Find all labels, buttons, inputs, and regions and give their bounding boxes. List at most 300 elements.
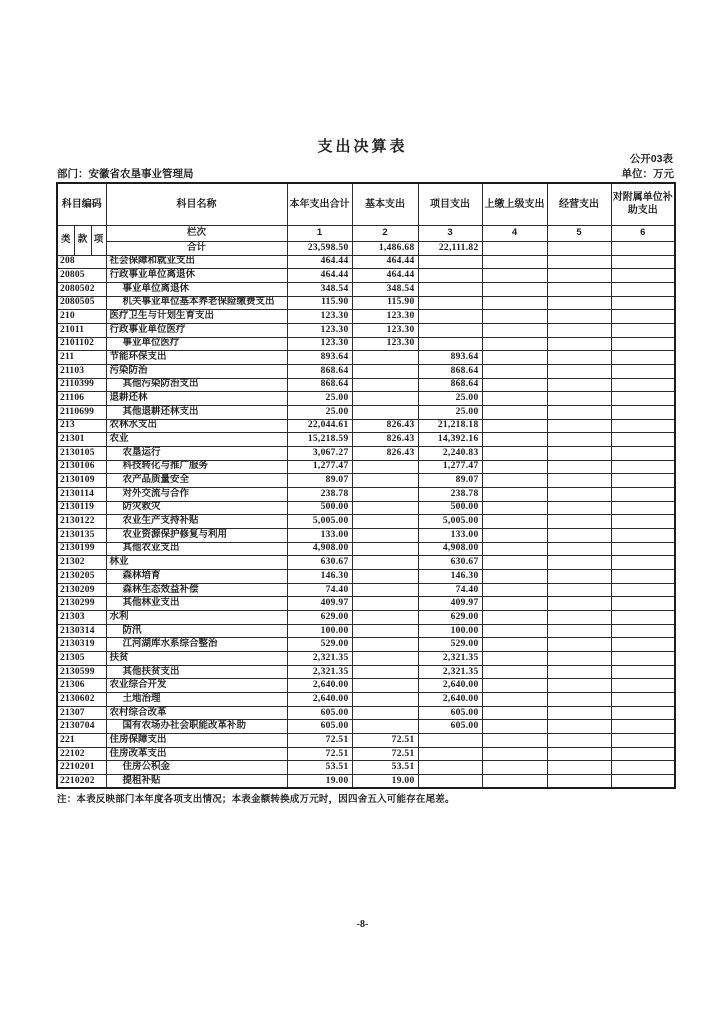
value-cell: 4,908.00	[418, 542, 482, 556]
value-cell	[352, 542, 418, 556]
value-cell	[611, 597, 675, 611]
subject-code-cell: 2130205	[57, 569, 106, 583]
value-cell	[482, 706, 547, 720]
value-cell	[482, 542, 547, 556]
total-value-5	[547, 241, 611, 255]
table-row	[57, 487, 675, 501]
value-cell: 15,218.59	[287, 433, 352, 447]
value-cell	[352, 474, 418, 488]
table-row	[57, 337, 675, 351]
value-cell: 72.51	[352, 747, 418, 761]
header-col-basic: 基本支出	[352, 183, 418, 225]
value-cell	[547, 474, 611, 488]
value-cell	[547, 310, 611, 324]
value-cell: 348.54	[287, 282, 352, 296]
table-row	[57, 761, 675, 775]
value-cell	[482, 323, 547, 337]
total-value-2: 1,486.68	[352, 241, 418, 255]
subject-name-cell: 节能环保支出	[106, 351, 287, 365]
table-row	[57, 651, 675, 665]
value-cell	[418, 323, 482, 337]
value-cell: 2,640.00	[418, 679, 482, 693]
value-cell	[352, 706, 418, 720]
subject-name-cell: 农垦运行	[106, 446, 287, 460]
value-cell	[352, 460, 418, 474]
value-cell	[482, 775, 547, 789]
table-row	[57, 775, 675, 789]
value-cell	[547, 296, 611, 310]
value-cell: 5,005.00	[418, 515, 482, 529]
value-cell	[482, 474, 547, 488]
subject-name-cell: 土地治理	[106, 693, 287, 707]
value-cell: 74.40	[287, 583, 352, 597]
table-row	[57, 583, 675, 597]
subject-code-cell: 2080502	[57, 282, 106, 296]
value-cell: 893.64	[418, 351, 482, 365]
value-cell: 826.43	[352, 433, 418, 447]
department-label: 部门：安徽省农垦事业管理局	[57, 168, 194, 180]
value-cell: 123.30	[352, 310, 418, 324]
value-cell	[611, 296, 675, 310]
total-value-1: 23,598.50	[287, 241, 352, 255]
value-cell: 464.44	[287, 269, 352, 283]
value-cell	[418, 296, 482, 310]
page-title: 支出决算表	[317, 138, 408, 155]
value-cell: 605.00	[418, 720, 482, 734]
value-cell	[418, 734, 482, 748]
value-cell	[611, 610, 675, 624]
table-row	[57, 569, 675, 583]
value-cell	[482, 446, 547, 460]
value-cell	[547, 706, 611, 720]
table-row	[57, 597, 675, 611]
subject-name-cell: 林业	[106, 556, 287, 570]
value-cell: 123.30	[287, 310, 352, 324]
subject-name-cell: 国有农场办社会职能改革补助	[106, 720, 287, 734]
value-cell	[547, 337, 611, 351]
value-cell	[352, 583, 418, 597]
value-cell	[611, 775, 675, 789]
table-row	[57, 446, 675, 460]
subject-code-cell: 2101102	[57, 337, 106, 351]
subject-code-cell: 213	[57, 419, 106, 433]
value-cell: 529.00	[418, 638, 482, 652]
value-cell: 2,640.00	[287, 679, 352, 693]
lanci-num-3: 3	[418, 225, 482, 241]
value-cell	[547, 515, 611, 529]
footnote: 注：本表反映部门本年度各项支出情况；本表金额转换成万元时，因四舍五入可能存在尾差。	[57, 794, 455, 805]
subject-code-cell: 21106	[57, 392, 106, 406]
value-cell	[547, 734, 611, 748]
table-row	[57, 323, 675, 337]
value-cell: 14,392.16	[418, 433, 482, 447]
table-row	[57, 706, 675, 720]
value-cell	[482, 255, 547, 269]
subject-code-cell: 2130209	[57, 583, 106, 597]
subject-code-cell: 2210201	[57, 761, 106, 775]
table-row	[57, 255, 675, 269]
value-cell: 893.64	[287, 351, 352, 365]
value-cell	[611, 693, 675, 707]
value-cell	[482, 569, 547, 583]
table-row	[57, 747, 675, 761]
value-cell	[482, 761, 547, 775]
page-number: -8-	[356, 919, 369, 930]
subject-code-cell: 211	[57, 351, 106, 365]
subject-code-cell: 2130299	[57, 597, 106, 611]
lanci-num-1: 1	[287, 225, 352, 241]
value-cell: 868.64	[287, 364, 352, 378]
value-cell: 21,218.18	[418, 419, 482, 433]
value-cell	[547, 638, 611, 652]
value-cell	[352, 624, 418, 638]
table-row	[57, 501, 675, 515]
value-cell	[547, 433, 611, 447]
subject-code-cell: 21302	[57, 556, 106, 570]
value-cell	[611, 734, 675, 748]
value-cell	[547, 583, 611, 597]
value-cell	[547, 364, 611, 378]
value-cell: 826.43	[352, 419, 418, 433]
value-cell	[352, 665, 418, 679]
value-cell	[611, 706, 675, 720]
value-cell	[482, 610, 547, 624]
value-cell	[611, 364, 675, 378]
table-row	[57, 364, 675, 378]
value-cell	[611, 337, 675, 351]
lanci-num-2: 2	[352, 225, 418, 241]
value-cell	[482, 433, 547, 447]
table-row	[57, 556, 675, 570]
value-cell	[418, 337, 482, 351]
unit-label: 单位：万元	[621, 168, 674, 180]
value-cell	[611, 720, 675, 734]
value-cell	[352, 556, 418, 570]
subject-name-cell: 森林生态效益补偿	[106, 583, 287, 597]
value-cell	[611, 556, 675, 570]
subject-code-cell: 221	[57, 734, 106, 748]
subject-code-cell: 2130704	[57, 720, 106, 734]
value-cell	[547, 419, 611, 433]
value-cell	[482, 624, 547, 638]
value-cell: 464.44	[352, 269, 418, 283]
value-cell	[547, 665, 611, 679]
lanci-label: 栏次	[106, 225, 287, 241]
subject-code-cell: 2130602	[57, 693, 106, 707]
value-cell: 25.00	[287, 392, 352, 406]
subject-code-cell: 21305	[57, 651, 106, 665]
subject-code-cell: 2130314	[57, 624, 106, 638]
total-value-4	[482, 241, 547, 255]
subject-code-cell: 21307	[57, 706, 106, 720]
value-cell	[611, 542, 675, 556]
table-row	[57, 433, 675, 447]
subject-name-cell: 农业资源保护修复与利用	[106, 528, 287, 542]
value-cell	[611, 569, 675, 583]
value-cell	[352, 378, 418, 392]
value-cell: 123.30	[287, 337, 352, 351]
table-row	[57, 474, 675, 488]
subject-name-cell: 农业综合开发	[106, 679, 287, 693]
value-cell	[547, 720, 611, 734]
subject-name-cell: 扶贫	[106, 651, 287, 665]
value-cell: 53.51	[352, 761, 418, 775]
value-cell	[547, 610, 611, 624]
value-cell: 409.97	[418, 597, 482, 611]
header-subject-code: 科目编码	[57, 183, 106, 225]
subject-name-cell: 社会保障和就业支出	[106, 255, 287, 269]
value-cell: 409.97	[287, 597, 352, 611]
value-cell	[352, 693, 418, 707]
value-cell	[352, 501, 418, 515]
value-cell: 605.00	[287, 720, 352, 734]
subject-name-cell: 防灾救灾	[106, 501, 287, 515]
value-cell	[547, 693, 611, 707]
value-cell	[482, 392, 547, 406]
value-cell	[482, 679, 547, 693]
table-row	[57, 310, 675, 324]
value-cell	[547, 351, 611, 365]
value-cell: 2,321.35	[287, 665, 352, 679]
subject-name-cell: 农业	[106, 433, 287, 447]
value-cell	[611, 351, 675, 365]
value-cell	[482, 487, 547, 501]
value-cell	[611, 419, 675, 433]
value-cell	[482, 378, 547, 392]
value-cell	[352, 638, 418, 652]
value-cell	[611, 269, 675, 283]
value-cell: 238.78	[418, 487, 482, 501]
table-row	[57, 610, 675, 624]
value-cell	[418, 310, 482, 324]
subject-name-cell: 防汛	[106, 624, 287, 638]
header-subject-name: 科目名称	[106, 183, 287, 225]
value-cell	[547, 651, 611, 665]
subject-code-cell: 208	[57, 255, 106, 269]
subject-code-cell: 2130199	[57, 542, 106, 556]
value-cell	[352, 679, 418, 693]
value-cell	[482, 405, 547, 419]
table-row	[57, 515, 675, 529]
value-cell	[352, 515, 418, 529]
value-cell	[482, 351, 547, 365]
code-sub-entry: 项	[91, 225, 106, 255]
value-cell	[547, 501, 611, 515]
table-row	[57, 528, 675, 542]
value-cell: 74.40	[418, 583, 482, 597]
subject-name-cell: 医疗卫生与计划生育支出	[106, 310, 287, 324]
value-cell: 605.00	[418, 706, 482, 720]
value-cell: 89.07	[287, 474, 352, 488]
value-cell	[482, 364, 547, 378]
code-sub-class: 类	[57, 225, 74, 255]
subject-name-cell: 农产品质量安全	[106, 474, 287, 488]
value-cell	[482, 528, 547, 542]
value-cell	[418, 775, 482, 789]
value-cell	[418, 282, 482, 296]
subject-code-cell: 21301	[57, 433, 106, 447]
value-cell: 5,005.00	[287, 515, 352, 529]
value-cell: 500.00	[418, 501, 482, 515]
value-cell: 25.00	[287, 405, 352, 419]
subject-name-cell: 水利	[106, 610, 287, 624]
value-cell	[482, 597, 547, 611]
subject-code-cell: 21306	[57, 679, 106, 693]
value-cell	[611, 474, 675, 488]
subject-code-cell: 2130599	[57, 665, 106, 679]
value-cell	[482, 583, 547, 597]
meta-line	[57, 166, 674, 181]
subject-name-cell: 农村综合改革	[106, 706, 287, 720]
table-body	[57, 255, 675, 788]
total-label: 合计	[106, 241, 287, 255]
value-cell	[611, 378, 675, 392]
subject-name-cell: 住房公积金	[106, 761, 287, 775]
value-cell: 123.30	[352, 323, 418, 337]
header-col-upturn: 上缴上级支出	[482, 183, 547, 225]
value-cell	[352, 569, 418, 583]
value-cell: 348.54	[352, 282, 418, 296]
subject-code-cell: 2210202	[57, 775, 106, 789]
value-cell	[482, 556, 547, 570]
value-cell: 19.00	[352, 775, 418, 789]
value-cell	[352, 392, 418, 406]
table-row	[57, 378, 675, 392]
value-cell: 2,640.00	[418, 693, 482, 707]
value-cell: 464.44	[352, 255, 418, 269]
value-cell	[611, 747, 675, 761]
table-code-label: 公开03表	[629, 153, 673, 165]
value-cell	[611, 501, 675, 515]
value-cell: 100.00	[287, 624, 352, 638]
subject-code-cell: 21103	[57, 364, 106, 378]
value-cell	[547, 378, 611, 392]
value-cell: 115.90	[352, 296, 418, 310]
value-cell	[482, 269, 547, 283]
subject-name-cell: 科技转化与推广服务	[106, 460, 287, 474]
subject-code-cell: 210	[57, 310, 106, 324]
value-cell	[482, 651, 547, 665]
subject-code-cell: 2130106	[57, 460, 106, 474]
value-cell	[352, 528, 418, 542]
table-row	[57, 624, 675, 638]
value-cell: 53.51	[287, 761, 352, 775]
subject-code-cell: 21303	[57, 610, 106, 624]
value-cell	[482, 734, 547, 748]
expenditure-table	[56, 182, 676, 789]
total-row	[57, 241, 675, 255]
value-cell: 72.51	[287, 734, 352, 748]
value-cell	[547, 569, 611, 583]
value-cell	[547, 323, 611, 337]
value-cell: 89.07	[418, 474, 482, 488]
value-cell	[352, 364, 418, 378]
value-cell: 4,908.00	[287, 542, 352, 556]
value-cell: 100.00	[418, 624, 482, 638]
value-cell	[611, 446, 675, 460]
table-row	[57, 296, 675, 310]
code-sub-item: 款	[74, 225, 91, 255]
value-cell	[482, 296, 547, 310]
table-row	[57, 665, 675, 679]
value-cell	[352, 351, 418, 365]
value-cell	[547, 487, 611, 501]
table-row	[57, 734, 675, 748]
subject-name-cell: 事业单位医疗	[106, 337, 287, 351]
value-cell	[352, 487, 418, 501]
value-cell	[611, 528, 675, 542]
subject-code-cell: 2130135	[57, 528, 106, 542]
value-cell	[611, 392, 675, 406]
lanci-num-4: 4	[482, 225, 547, 241]
value-cell	[611, 761, 675, 775]
value-cell: 238.78	[287, 487, 352, 501]
value-cell	[611, 255, 675, 269]
value-cell	[482, 720, 547, 734]
value-cell: 22,044.61	[287, 419, 352, 433]
value-cell: 1,277.47	[287, 460, 352, 474]
subject-name-cell: 森林培育	[106, 569, 287, 583]
total-value-3: 22,111.82	[418, 241, 482, 255]
value-cell	[352, 720, 418, 734]
value-cell: 123.30	[352, 337, 418, 351]
value-cell	[482, 282, 547, 296]
subject-name-cell: 农林水支出	[106, 419, 287, 433]
value-cell: 19.00	[287, 775, 352, 789]
subject-name-cell: 提租补贴	[106, 775, 287, 789]
header-col-project: 项目支出	[418, 183, 482, 225]
value-cell	[611, 433, 675, 447]
value-cell	[547, 269, 611, 283]
table-row	[57, 542, 675, 556]
subject-code-cell: 2130114	[57, 487, 106, 501]
value-cell	[547, 556, 611, 570]
table-row	[57, 693, 675, 707]
value-cell	[547, 255, 611, 269]
value-cell: 464.44	[287, 255, 352, 269]
value-cell	[482, 460, 547, 474]
lanci-num-5: 5	[547, 225, 611, 241]
value-cell	[547, 528, 611, 542]
value-cell	[611, 583, 675, 597]
value-cell	[547, 747, 611, 761]
table-row	[57, 460, 675, 474]
value-cell	[611, 624, 675, 638]
table-row	[57, 269, 675, 283]
value-cell	[418, 761, 482, 775]
value-cell	[611, 487, 675, 501]
value-cell: 2,240.83	[418, 446, 482, 460]
subject-code-cell: 2110699	[57, 405, 106, 419]
value-cell: 133.00	[418, 528, 482, 542]
value-cell	[611, 460, 675, 474]
table-row	[57, 419, 675, 433]
value-cell	[482, 310, 547, 324]
column-index-row	[57, 225, 675, 241]
value-cell: 72.51	[287, 747, 352, 761]
subject-name-cell: 其他污染防治支出	[106, 378, 287, 392]
table-row	[57, 392, 675, 406]
value-cell	[352, 597, 418, 611]
subject-name-cell: 污染防治	[106, 364, 287, 378]
value-cell	[547, 775, 611, 789]
subject-name-cell: 机关事业单位基本养老保险缴费支出	[106, 296, 287, 310]
value-cell: 629.00	[287, 610, 352, 624]
table-row	[57, 405, 675, 419]
value-cell: 1,277.47	[418, 460, 482, 474]
value-cell	[547, 392, 611, 406]
subject-name-cell: 对外交流与合作	[106, 487, 287, 501]
